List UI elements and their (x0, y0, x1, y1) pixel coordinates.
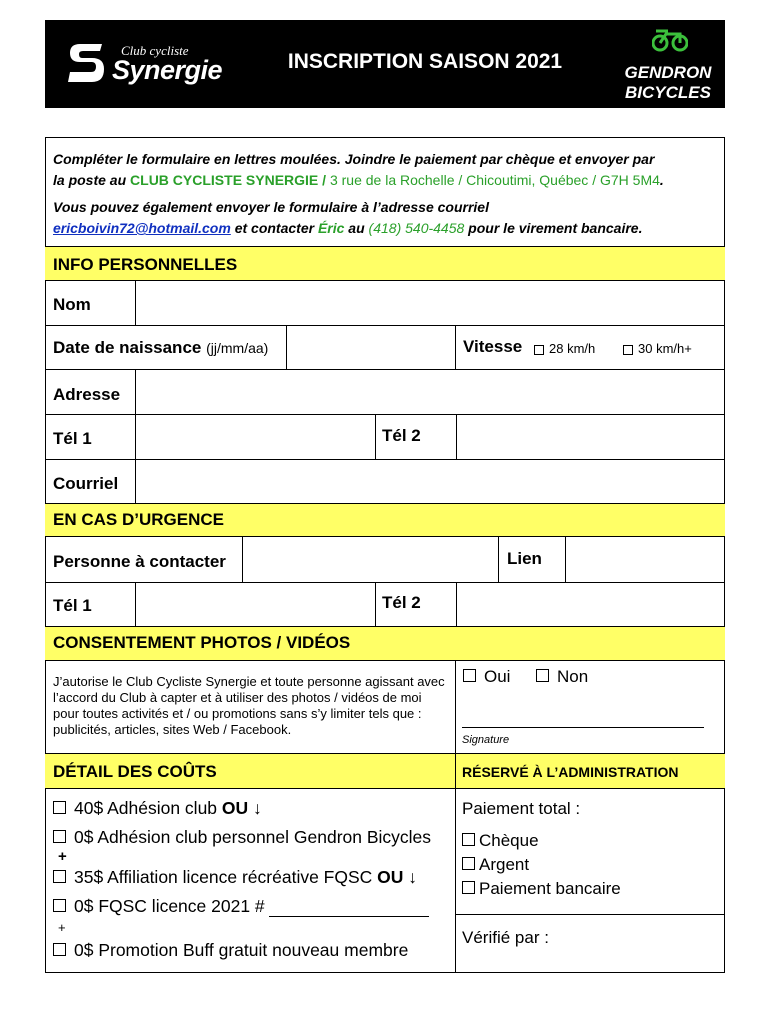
cost-item-fqsc-affiliation[interactable]: 35$ Affiliation licence récréative FQSC OU ↓ (53, 867, 417, 888)
birthdate-field[interactable] (287, 326, 454, 369)
intro-line1: Compléter le formulaire en lettres moulées. Joindre le paiement par chèque et envoyer par (53, 151, 655, 167)
payment-cash-option[interactable]: Argent (462, 855, 529, 875)
relation-field[interactable] (566, 538, 724, 581)
sponsor-name-line2: BICYCLES (625, 83, 711, 102)
address-field[interactable] (136, 370, 724, 413)
consent-no-option[interactable]: Non (536, 667, 588, 687)
consent-text: J’autorise le Club Cycliste Synergie et toute personne agissant avec l’accord du Club à capter et à utiliser des photos / vidéos de moi pour toutes activités et / ou promotions sans s’y limiter tels que : publicités, articles, sites Web / Facebook. (53, 674, 445, 737)
email-link[interactable]: ericboivin72@hotmail.com (53, 220, 231, 236)
bicycle-icon (652, 27, 688, 53)
intro-line3: Vous pouvez également envoyer le formulaire à l’adresse courriel (53, 199, 489, 215)
contact-name: Éric (317, 220, 345, 236)
checkbox-icon[interactable] (536, 669, 549, 682)
section-consent-title: CONSENTEMENT PHOTOS / VIDÉOS (53, 633, 351, 652)
emergency-contact-label: Personne à contacter (53, 552, 226, 571)
divider (375, 582, 376, 626)
emergency-tel1-label: Tél 1 (53, 596, 92, 615)
email-label: Courriel (53, 474, 119, 493)
checkbox-icon[interactable] (53, 830, 66, 843)
intro-instructions (53, 149, 718, 239)
club-logo-icon (66, 40, 108, 86)
relation-label: Lien (507, 549, 542, 568)
emergency-tel2-field[interactable] (457, 583, 724, 625)
emergency-tel1-field[interactable] (136, 583, 374, 625)
tel2-field[interactable] (457, 415, 724, 458)
checkbox-icon[interactable] (53, 943, 66, 956)
name-field[interactable] (136, 282, 724, 325)
divider (455, 325, 456, 370)
birthdate-hint: (jj/mm/aa) (206, 340, 269, 356)
signature-line[interactable] (462, 727, 704, 728)
plus-sign: + (58, 920, 66, 935)
checkbox-icon[interactable] (53, 801, 66, 814)
cost-item-fqsc-licence[interactable]: 0$ FQSC licence 2021 # (53, 896, 429, 917)
payment-bank-option[interactable]: Paiement bancaire (462, 879, 621, 899)
checkbox-icon[interactable] (623, 345, 633, 355)
logo-club-name: Synergie (112, 55, 223, 85)
page-title: INSCRIPTION SAISON 2021 (287, 50, 563, 73)
divider (375, 414, 376, 459)
plus-sign: + (58, 848, 67, 865)
club-address: 3 rue de la Rochelle / Chicoutimi, Québec / G7H 5M4 (326, 172, 660, 188)
name-label: Nom (53, 295, 91, 314)
checkbox-icon[interactable] (463, 669, 476, 682)
intro-line2-suffix: . (659, 172, 664, 188)
signature-label: Signature (462, 734, 510, 746)
divider (455, 914, 725, 915)
payment-cheque-option[interactable]: Chèque (462, 831, 539, 851)
club-name: CLUB CYCLISTE SYNERGIE / (130, 172, 327, 188)
contact-phone: (418) 540-4458 (368, 220, 465, 236)
checkbox-icon[interactable] (53, 899, 66, 912)
club-logo (66, 40, 226, 90)
cost-item-buff-promo[interactable]: 0$ Promotion Buff gratuit nouveau membre (53, 940, 408, 961)
divider (455, 661, 456, 754)
divider (498, 537, 499, 582)
intro-line2-prefix: la poste au (53, 172, 131, 188)
divider (455, 753, 456, 973)
admin-reserved-title: RÉSERVÉ À L’ADMINISTRATION (462, 764, 679, 780)
sponsor-logo (612, 25, 724, 105)
speed-option-30[interactable]: 30 km/h+ (623, 341, 692, 356)
tel1-label: Tél 1 (53, 429, 92, 448)
logo-club-text: Club cycliste (121, 43, 189, 58)
checkbox-icon[interactable] (462, 857, 475, 870)
checkbox-icon[interactable] (462, 881, 475, 894)
licence-number-field[interactable] (269, 902, 429, 917)
birthdate-label: Date de naissance (jj/mm/aa) (53, 338, 269, 357)
emergency-tel2-label: Tél 2 (382, 593, 421, 612)
cost-item-club-membership[interactable]: 40$ Adhésion club OU ↓ (53, 798, 262, 819)
checkbox-icon[interactable] (534, 345, 544, 355)
section-emergency-title: EN CAS D’URGENCE (53, 510, 224, 529)
checkbox-icon[interactable] (462, 833, 475, 846)
email-field[interactable] (136, 460, 724, 502)
speed-option-28[interactable]: 28 km/h (534, 341, 595, 356)
contact-mid: au (344, 220, 369, 236)
checkbox-icon[interactable] (53, 870, 66, 883)
section-personal-title: INFO PERSONNELLES (53, 255, 238, 274)
section-costs-title: DÉTAIL DES COÛTS (53, 762, 217, 781)
speed-label: Vitesse (463, 337, 523, 356)
address-label: Adresse (53, 385, 121, 404)
payment-total-label: Paiement total : (462, 799, 581, 818)
verified-by-label: Vérifié par : (462, 928, 549, 947)
emergency-contact-field[interactable] (243, 538, 497, 581)
sponsor-name-line1: GENDRON (624, 63, 712, 82)
consent-yes-option[interactable]: Oui (463, 667, 510, 687)
contact-suffix: pour le virement bancaire. (464, 220, 643, 236)
cost-item-gendron-membership[interactable]: 0$ Adhésion club personnel Gendron Bicycles (53, 827, 431, 848)
tel1-field[interactable] (136, 415, 374, 458)
tel2-label: Tél 2 (382, 426, 421, 445)
contact-prefix: et contacter (230, 220, 318, 236)
